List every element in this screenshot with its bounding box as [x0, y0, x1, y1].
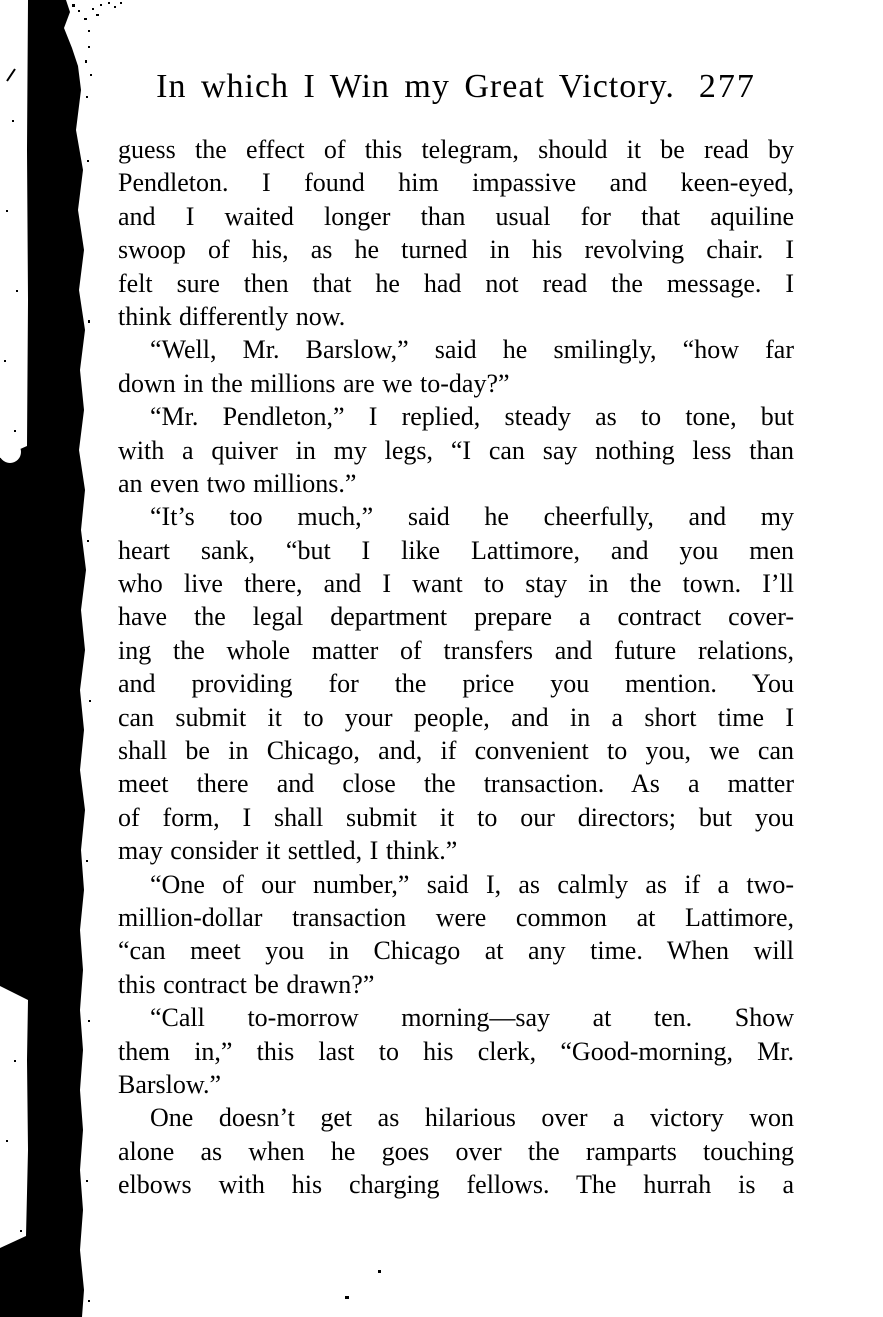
text-line: and I waited longer than usual for that aquiline — [118, 201, 794, 231]
running-title: In which I Win my Great Victory. — [156, 68, 675, 105]
paragraph — [118, 400, 794, 500]
paragraph — [118, 500, 794, 867]
text-line: felt sure then that he had not read the message. I — [118, 268, 794, 298]
text-line: swoop of his, as he turned in his revolving chair. I — [118, 235, 794, 265]
paragraph — [118, 1101, 794, 1201]
scan-dot — [378, 1270, 381, 1273]
text-line: “can meet you in Chicago at any time. When will — [118, 936, 794, 966]
page-number: 277 — [698, 68, 756, 105]
paragraph — [118, 333, 794, 400]
paragraph — [118, 868, 794, 1002]
text-line: an even two millions.” — [118, 468, 357, 498]
text-line: have the legal department prepare a contract cover- — [118, 602, 794, 632]
text-line: heart sank, “but I like Lattimore, and you men — [118, 535, 794, 565]
text-line: with a quiver in my legs, “I can say nothing less than — [118, 435, 794, 465]
text-line: “One of our number,” said I, as calmly as if a two- — [150, 869, 794, 899]
text-line: shall be in Chicago, and, if convenient to you, we can — [118, 736, 794, 766]
paragraph — [118, 133, 794, 333]
text-line: down in the millions are we to-day?” — [118, 368, 510, 398]
text-line: “Well, Mr. Barslow,” said he smilingly, “how far — [150, 335, 794, 365]
text-line: can submit it to your people, and in a short time I — [118, 702, 794, 732]
text-line: alone as when he goes over the ramparts touching — [118, 1136, 794, 1166]
text-line: million-dollar transaction were common at Lattimore, — [118, 902, 794, 932]
text-line: One doesn’t get as hilarious over a victory won — [150, 1103, 794, 1133]
text-column — [118, 133, 794, 1202]
scan-dot — [345, 1296, 349, 1299]
text-line: think differently now. — [118, 301, 346, 331]
text-line: may consider it settled, I think.” — [118, 836, 458, 866]
text-line: “Call to-morrow morning—say at ten. Show — [150, 1003, 794, 1033]
text-line: ing the whole matter of transfers and future relations, — [118, 635, 794, 665]
text-line: guess the effect of this telegram, should it be read by — [118, 135, 794, 164]
text-line: and providing for the price you mention. You — [118, 669, 794, 699]
text-line: “Mr. Pendleton,” I replied, steady as to tone, but — [150, 402, 794, 432]
text-line: elbows with his charging fellows. The hurrah is a — [118, 1170, 794, 1200]
text-line: who live there, and I want to stay in the town. I’ll — [118, 569, 794, 599]
text-line: this contract be drawn?” — [118, 969, 375, 999]
text-line: Barslow.” — [118, 1069, 222, 1099]
paragraph — [118, 1001, 794, 1101]
slash-scan-mark — [7, 69, 15, 81]
page-header — [118, 68, 794, 106]
text-line: of form, I shall submit it to our directors; but you — [118, 802, 794, 832]
text-line: them in,” this last to his clerk, “Good-morning, Mr. — [118, 1036, 794, 1066]
text-line: “It’s too much,” said he cheerfully, and my — [150, 502, 794, 532]
text-line: meet there and close the transaction. As a matter — [118, 769, 794, 799]
text-line: Pendleton. I found him impassive and keen-eyed, — [118, 168, 794, 198]
